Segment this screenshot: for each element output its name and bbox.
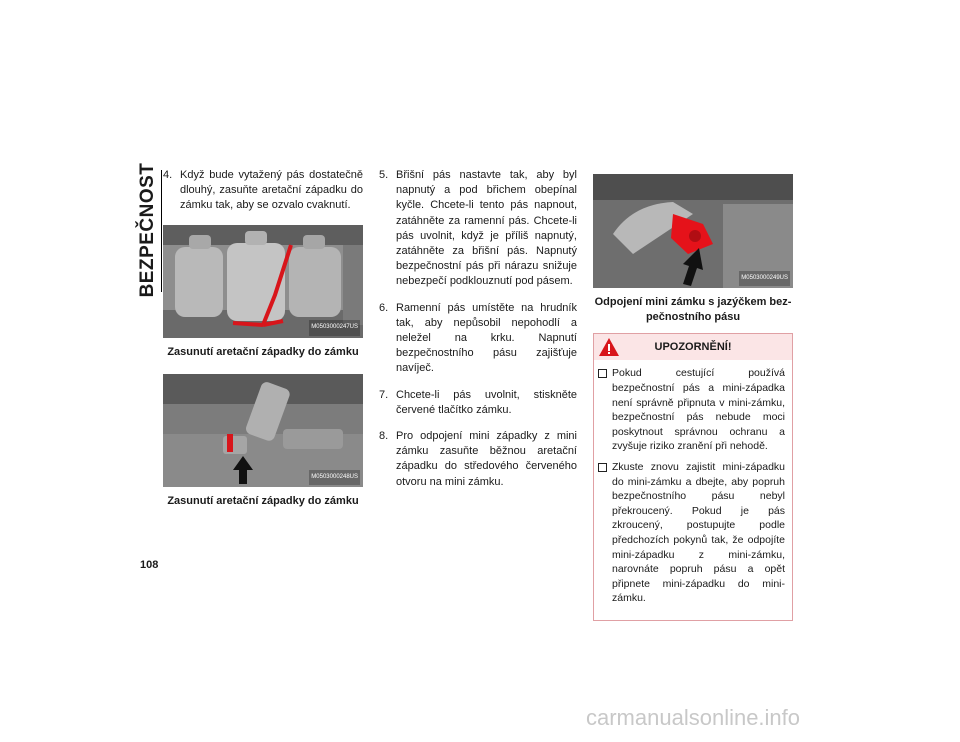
step-text: Když bude vytažený pás dostatečně dlouhý, zasuňte aretační západku do zámku tak, aby se ozvalo cvaknutí. [180, 169, 363, 212]
figure-caption: Odpojení mini zámku s jazýčkem bez-pečnostního pásu [594, 296, 792, 324]
step-number: 7. [379, 388, 389, 401]
step-number: 6. [379, 301, 389, 314]
step-5 [379, 168, 577, 290]
warning-text: Pokud cestující používá bezpečnostní pás a mini-západka není správně připnuta v mini-zámku, bezpečnostní pás nebude moci poskytnout správnou ochranu a zvyšuje riziko zranění při nehodě. [612, 367, 785, 453]
warning-body [594, 360, 792, 620]
step-text: Pro odpojení mini západky z mini zámku zasuňte běžnou aretační západku do středového červeného otvoru na mini zámku. [396, 430, 577, 488]
section-divider [161, 170, 162, 292]
step-6 [379, 301, 577, 377]
warning-bullet [598, 366, 785, 454]
figure-caption: Zasunutí aretační západky do zámku [167, 345, 359, 358]
warning-bullet [598, 460, 785, 606]
warning-box [593, 333, 793, 621]
figure-code: M0503000249US [739, 271, 790, 286]
checkbox-bullet-icon [598, 463, 607, 472]
page-number: 108 [140, 559, 159, 571]
step-text: Chcete-li pás uvolnit, stiskněte červené tlačítko zámku. [396, 388, 577, 416]
figure-buckle-insert [163, 374, 363, 487]
step-text: Ramenní pás umístěte na hrudník tak, aby nepůsobil nepohodlí a neležel na krku. Napnutí bezpečnostního pásu zajišťuje navíječ. [396, 301, 577, 375]
figure-code: M0503000247US [309, 320, 360, 335]
step-8 [379, 429, 577, 490]
warning-title: UPOZORNĚNÍ! [654, 341, 732, 354]
column-3 [593, 174, 793, 621]
step-text: Břišní pás nastavte tak, aby byl napnutý a pod břichem obepínal kyčle. Chcete-li tento pás napnout, zatáhněte za ramenní pás. Chcete-li pás uvolnit, když je příliš napnutý, zatáhněte za břišní pás. Napnutý bezpečnostní pás při nárazu snižuje nebezpečí podklouznutí pod pásem. [396, 169, 577, 288]
step-4 [163, 168, 363, 214]
column-2 [379, 168, 577, 501]
warning-text: Zkuste znovu zajistit mini-západku do mini-zámku a dbejte, aby popruh bezpečnostního pásu nebyl překroucený. Pokud je pás zkroucený, postupujte podle předchozích pokynů tak, že odpojíte mini-západku z mini-zámku, narovnáte popruh pásu a opět připnete mini-západku do mini-zámku. [612, 460, 785, 605]
warning-header [594, 334, 792, 360]
checkbox-bullet-icon [598, 369, 607, 378]
step-number: 8. [379, 430, 389, 443]
column-1 [163, 168, 363, 523]
figure-mini-buckle [593, 174, 793, 288]
section-tab-label: BEZPEČNOST [137, 162, 158, 298]
figure-caption: Zasunutí aretační západky do zámku [167, 494, 359, 507]
figure-code: M0503000248US [309, 470, 360, 485]
step-number: 5. [379, 169, 389, 181]
warning-triangle-icon [598, 337, 620, 367]
step-7 [379, 388, 577, 418]
section-tab [136, 162, 160, 298]
figure-rear-seat-belt [163, 225, 363, 338]
watermark: carmanualsonline.info [586, 705, 801, 730]
step-number: 4. [163, 169, 173, 181]
